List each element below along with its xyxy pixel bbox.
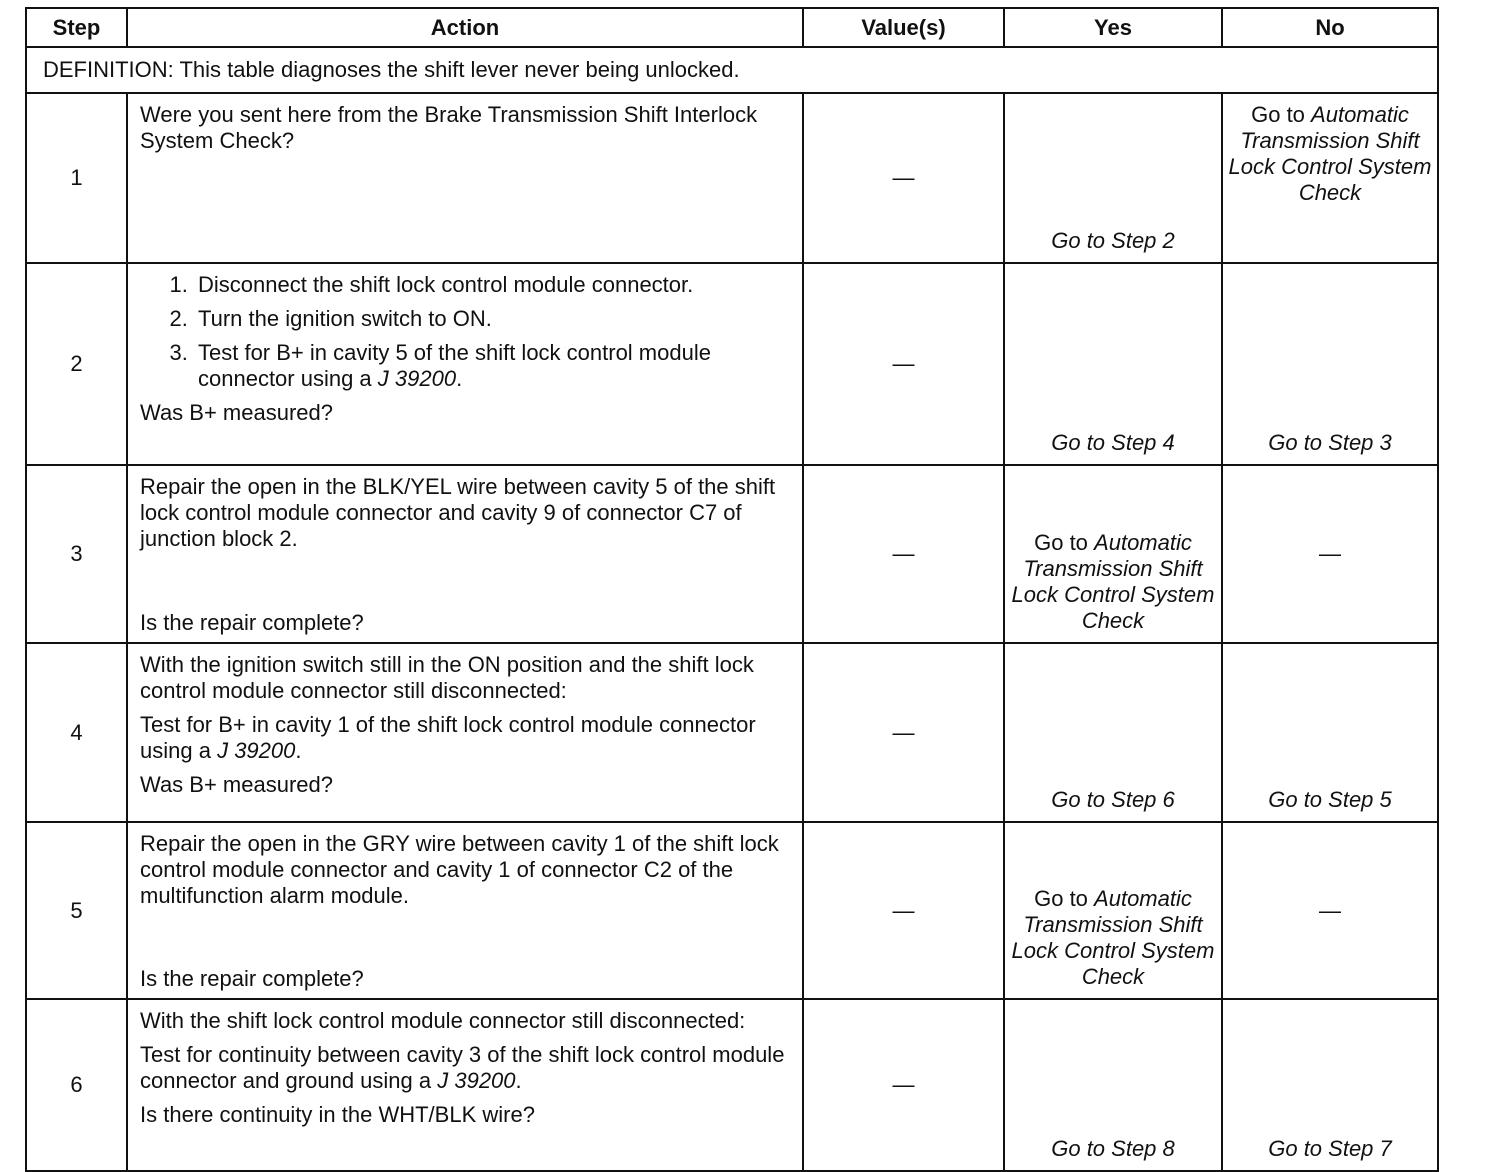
list-item: 1. Disconnect the shift lock control module connector. bbox=[194, 272, 792, 298]
value-cell: — bbox=[803, 465, 1004, 643]
value-cell: — bbox=[803, 263, 1004, 465]
no-link[interactable]: Go to Step 7 bbox=[1268, 1136, 1392, 1161]
action-text: Were you sent here from the Brake Transmission Shift Interlock System Check? bbox=[140, 102, 758, 153]
action-test-text: Test for continuity between cavity 3 of the shift lock control module connector and ground using a bbox=[140, 1042, 785, 1093]
step-number: 3 bbox=[26, 465, 127, 643]
yes-cell bbox=[1004, 263, 1222, 465]
no-prefix: Go to bbox=[1251, 102, 1305, 127]
no-cell bbox=[1222, 643, 1438, 822]
no-cell bbox=[1222, 263, 1438, 465]
action-text: Repair the open in the GRY wire between cavity 1 of the shift lock control module connector and cavity 1 of connector C2 of the multifunction alarm module. bbox=[140, 831, 779, 908]
no-link[interactable]: Automatic Transmission Shift Lock Control System Check bbox=[1228, 102, 1432, 205]
action-test-text: Test for B+ in cavity 1 of the shift lock control module connector using a bbox=[140, 712, 756, 763]
action-question: Is there continuity in the WHT/BLK wire? bbox=[140, 1102, 535, 1127]
yes-cell bbox=[1004, 999, 1222, 1171]
action-question: Is the repair complete? bbox=[140, 966, 364, 991]
no-cell: — bbox=[1222, 465, 1438, 643]
yes-cell bbox=[1004, 643, 1222, 822]
step-number: 6 bbox=[26, 999, 127, 1171]
no-cell bbox=[1222, 93, 1438, 263]
table-row bbox=[26, 822, 1438, 999]
list-item: 2. Turn the ignition switch to ON. bbox=[194, 306, 792, 332]
header-action: Action bbox=[127, 8, 803, 47]
yes-link[interactable]: Automatic Transmission Shift Lock Control System Check bbox=[1011, 530, 1215, 633]
table-row bbox=[26, 643, 1438, 822]
tool-reference: J 39200 bbox=[437, 1068, 516, 1093]
no-cell bbox=[1222, 999, 1438, 1171]
table-row bbox=[26, 263, 1438, 465]
value-cell: — bbox=[803, 643, 1004, 822]
action-test: Test for continuity between cavity 3 of the shift lock control module connector and ground using a J 39200. bbox=[140, 1042, 785, 1093]
yes-cell bbox=[1004, 93, 1222, 263]
action-list bbox=[140, 272, 792, 392]
action-text: Repair the open in the BLK/YEL wire between cavity 5 of the shift lock control module connector and cavity 9 of connector C7 of junction block 2. bbox=[140, 474, 776, 551]
no-cell: — bbox=[1222, 822, 1438, 999]
yes-link[interactable]: Go to Step 2 bbox=[1051, 228, 1175, 253]
step-number: 2 bbox=[26, 263, 127, 465]
header-values: Value(s) bbox=[803, 8, 1004, 47]
yes-cell bbox=[1004, 822, 1222, 999]
definition-text: DEFINITION: This table diagnoses the shift lever never being unlocked. bbox=[26, 47, 1438, 93]
header-yes: Yes bbox=[1004, 8, 1222, 47]
list-item: 3. Test for B+ in cavity 5 of the shift lock control module connector using a J 39200. bbox=[194, 340, 792, 392]
action-question: Was B+ measured? bbox=[140, 772, 333, 797]
diagnostic-table bbox=[25, 7, 1439, 1172]
table-row bbox=[26, 465, 1438, 643]
action-cell bbox=[127, 999, 803, 1171]
yes-link[interactable]: Go to Step 4 bbox=[1051, 430, 1175, 455]
action-cell bbox=[127, 822, 803, 999]
tool-reference: J 39200 bbox=[217, 738, 296, 763]
no-link[interactable]: Go to Step 5 bbox=[1268, 787, 1392, 812]
step-number: 1 bbox=[26, 93, 127, 263]
step-number: 4 bbox=[26, 643, 127, 822]
table-row bbox=[26, 999, 1438, 1171]
yes-cell bbox=[1004, 465, 1222, 643]
header-row bbox=[26, 8, 1438, 47]
action-test: Test for B+ in cavity 1 of the shift lock control module connector using a J 39200. bbox=[140, 712, 756, 763]
action-question: Is the repair complete? bbox=[140, 610, 364, 635]
yes-link[interactable]: Go to Step 6 bbox=[1051, 787, 1175, 812]
action-cell bbox=[127, 465, 803, 643]
yes-prefix: Go to bbox=[1034, 530, 1088, 555]
header-step: Step bbox=[26, 8, 127, 47]
value-cell: — bbox=[803, 822, 1004, 999]
step-number: 5 bbox=[26, 822, 127, 999]
value-cell: — bbox=[803, 999, 1004, 1171]
definition-row bbox=[26, 47, 1438, 93]
action-intro: With the ignition switch still in the ON position and the shift lock control module connector still disconnected: bbox=[140, 652, 754, 703]
list-item-text: Test for B+ in cavity 5 of the shift lock control module connector using a bbox=[198, 340, 711, 391]
no-link[interactable]: Go to Step 3 bbox=[1268, 430, 1392, 455]
yes-link[interactable]: Automatic Transmission Shift Lock Control System Check bbox=[1011, 886, 1215, 989]
action-cell bbox=[127, 263, 803, 465]
action-intro: With the shift lock control module connector still disconnected: bbox=[140, 1008, 746, 1033]
action-question: Was B+ measured? bbox=[140, 400, 333, 425]
action-cell bbox=[127, 643, 803, 822]
table-row bbox=[26, 93, 1438, 263]
value-cell: — bbox=[803, 93, 1004, 263]
tool-reference: J 39200 bbox=[377, 366, 457, 391]
yes-prefix: Go to bbox=[1034, 886, 1088, 911]
header-no: No bbox=[1222, 8, 1438, 47]
yes-link[interactable]: Go to Step 8 bbox=[1051, 1136, 1175, 1161]
action-cell bbox=[127, 93, 803, 263]
